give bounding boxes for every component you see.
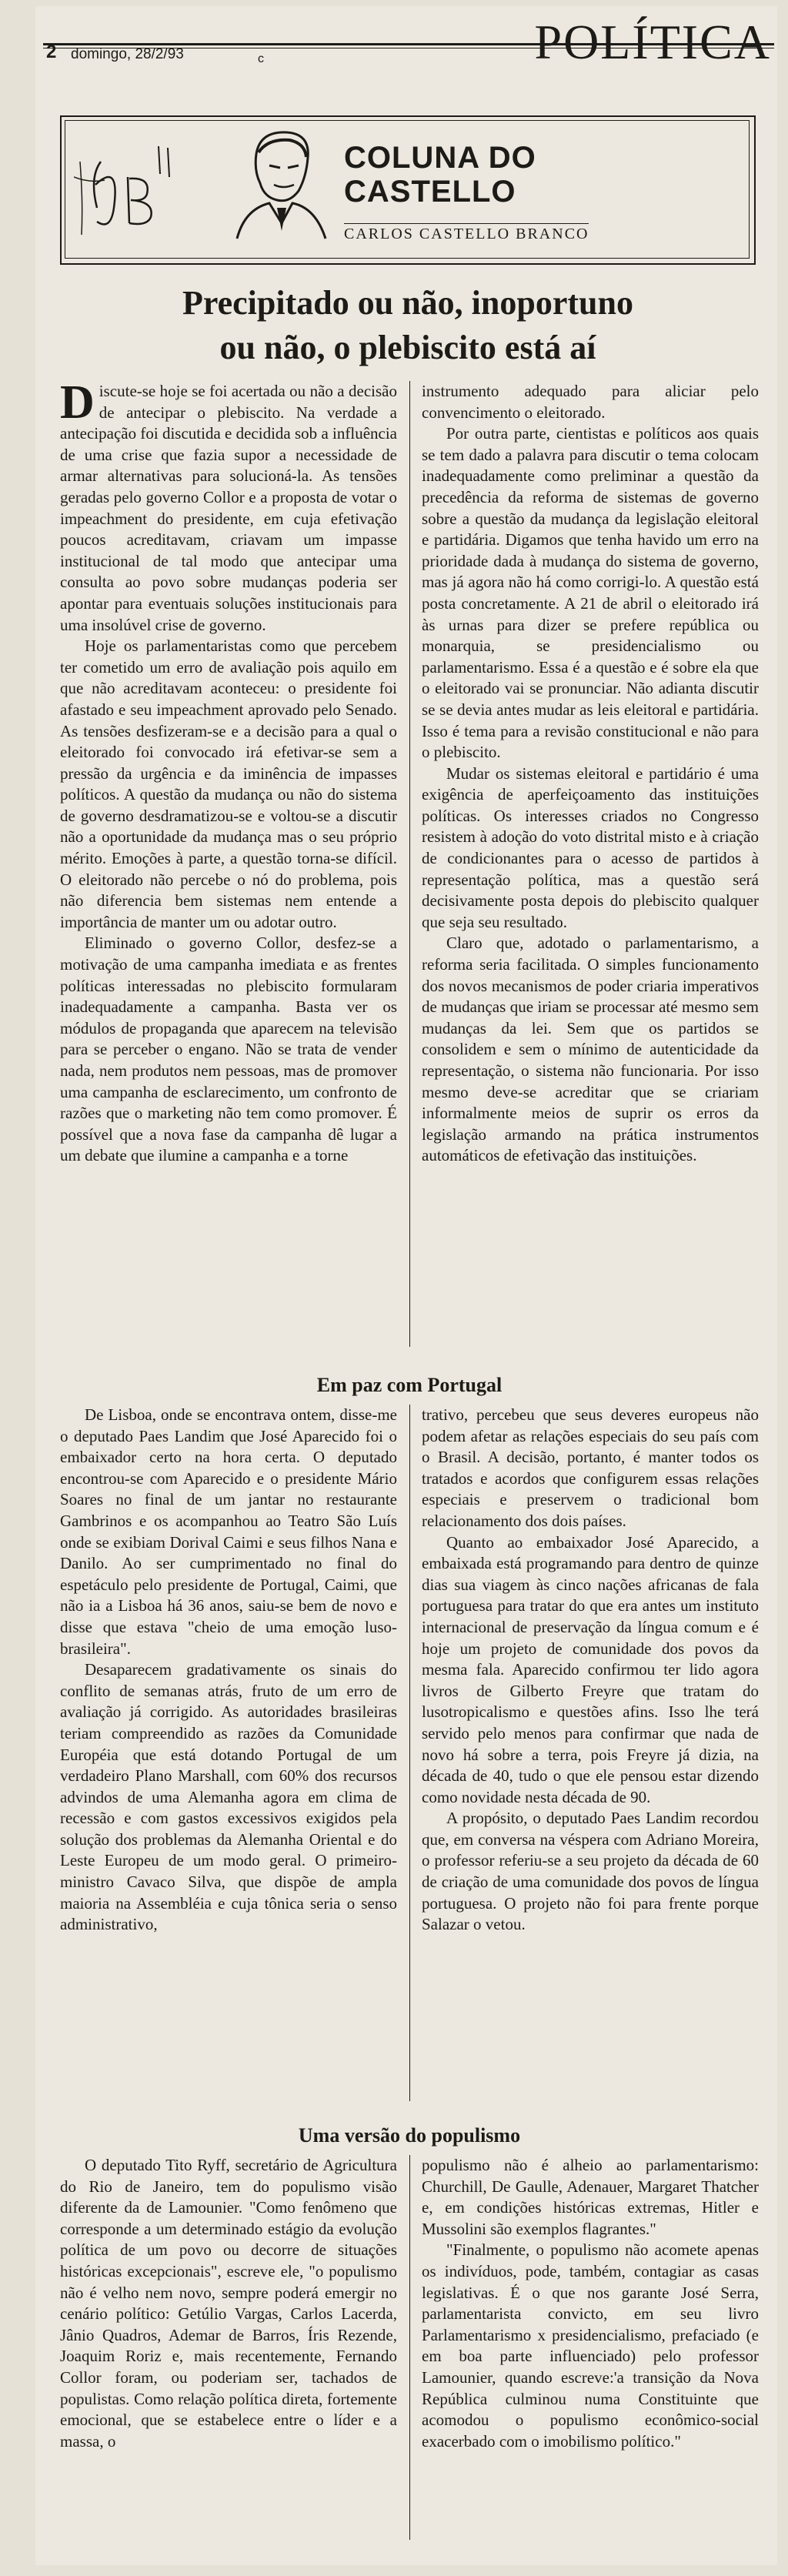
page-number: 2 — [46, 42, 57, 62]
headline — [92, 281, 723, 370]
column-divider — [409, 2155, 410, 2540]
column-title-line1: COLUNA DO — [344, 141, 536, 175]
headline-line1: Precipitado ou não, inoportuno — [182, 284, 633, 322]
article-column-left — [60, 376, 397, 1167]
article-paragraph: Hoje os parlamentaristas como que percebem ter cometido um erro de avaliação pois aquilo em que não acreditavam aconteceu: o presidente foi afastado e seu impeachment aprovado pelo Senado. As tensões desfizeram-se e a decisão para a qual o eleitorado foi convocado irá efetivar-se sem a pressão da urgência e da iminência de impasses políticos. A questão da mudança ou não do sistema de governo desdramatizou-se e voltou-se a discutir não a oportunidade da mudança mas o seu próprio mérito. Emoções à parte, a questão torna-se difícil. O eleitorado não percebe o nó do problema, pois não diferencia bem sistemas nem entende a importância de manter um ou adotar outro. — [60, 636, 397, 931]
article-paragraph: Quanto ao embaixador José Aparecido, a embaixada está programando para dentro de quinze dias sua viagem às cinco nações africanas de fala portuguesa para tratar do que era antes um instituto internacional de preservação da língua comum e é hoje um projeto de comunidade dos povos da mesma fala. Aparecido confirmou ter lido agora livros de Gilberto Freyre que tratam do lusotropicalismo e questões afins. Isso lhe terá servido pelo menos para confirmar que nada de novo há sobre a terra, pois Freyre já dizia, na década de 40, tudo o que ele pensou estar dizendo como novidade nesta década de 90. — [422, 1532, 759, 1806]
article-paragraph: Eliminado o governo Collor, desfez-se a motivação de uma campanha imediata e as frentes políticas interessadas no plebiscito formularam inadequadamente a campanha. Basta ver os módulos de propaganda que aparecem na televisão para se perceber o engano. Não se trata de vender nada, nem produtos nem pessoas, mas de promover uma campanha de esclarecimento, um confronto de razões que o marketing não tem como promover. É possível que a nova fase da campanha dê lugar a um debate que ilumine a campanha e a torne — [60, 934, 397, 1165]
populismo-column-right — [422, 2155, 759, 2452]
headline-line2: ou não, o plebiscito está aí — [219, 329, 596, 366]
article-paragraph-text: iscute-se hoje se foi acertada ou não a decisão de antecipar o plebiscito. Na verdade a antecipação foi discutida e decidida sob a influência de uma crise que fazia supor a necessidade de armar alternativas para solucioná-la. As tensões geradas pelo governo Collor e a proposta de votar o impeachment do presidente, em cuja efetivação poucos acreditavam, criavam um impasse institucional de tal modo que antecipar uma consulta ao povo sobre mudanças poderia ser apontar para eventuais soluções institucionais para uma insolúvel crise de governo. — [60, 382, 397, 634]
header-rule — [43, 43, 774, 45]
article-paragraph: O deputado Tito Ryff, secretário de Agricultura do Rio de Janeiro, tem do populismo visão diferente da de Lamounier. "Como fenômeno que corresponde a um determinado estágio da evolução política de um povo ou decorre de situações históricas excepcionais", escreve ele, "o populismo não é velho nem novo, sempre poderá emergir no cenário político: Getúlio Vargas, Carlos Lacerda, Jânio Quadros, Ademar de Barros, Íris Rezende, Joaquim Roriz e, mais recentemente, Fernando Collor foram, ou poderiam ser, tachados de populistas. Como relação política direta, fortemente emocional, que se estabelece entre o líder e a massa, o — [60, 2156, 397, 2451]
article-paragraph: populismo não é alheio ao parlamentarismo: Churchill, De Gaulle, Adenauer, Margaret Thatcher e, em condições históricas extremas, Hitler e Mussolini são exemplos flagrantes." — [422, 2156, 759, 2238]
article-paragraph: Mudar os sistemas eleitoral e partidário é uma exigência de aperfeiçoamento das instituições políticas. Os interesses criados no Congresso resistem à adoção do voto distrital misto e à criação de condicionantes para o acesso de partidos à representação política, mas a questão será decisivamente posta depois do plebiscito qualquer que seja seu resultado. — [422, 763, 759, 931]
dropcap: D — [60, 376, 95, 429]
article-paragraph: "Finalmente, o populismo não acomete apenas os indivíduos, pode, também, contagiar as casas legislativas. É o que nos garante José Serra, parlamentarista convicto, em seu livro Parlamentarismo x presidencialismo, prefaciado (e em boa parte influenciado) pelo professor Lamounier, quando escreve:'a transição da Nova República culminou numa Constituinte que acomodou o populismo econômico-social exacerbado com o imobilismo político." — [422, 2240, 759, 2451]
article-paragraph: Desaparecem gradativamente os sinais do conflito de semanas atrás, fruto de um erro de avaliação já corrigido. As autoridades brasileiras teriam compreendido as razões da Comunidade Européia que está dotando Portugal de um verdadeiro Plano Marshall, com 60% dos recursos advindos de uma Alemanha agora em clima de recessão e com gastos excessivos exigidos pela solução dos problemas da Alemanha Oriental e do Leste Europeu de um modo geral. O primeiro-ministro Cavaco Silva, que dispõe de ampla maioria na Assembléia e cuja tônica seria o senso administrativo, — [60, 1660, 397, 1934]
article-paragraph: De Lisboa, onde se encontrava ontem, disse-me o deputado Paes Landim que José Aparecido foi o embaixador certo na hora certa. O deputado encontrou-se com Aparecido e o presidente Mário Soares no final de um jantar no restaurante Gambrinos e os acompanhou ao Teatro São Luís onde se exibiam Dorival Caimi e seus filhos Nana e Danilo. Ao ser cumprimentado no final do espetáculo pelo presidente de Portugal, Caimi, que não ia a Lisboa há 36 anos, saiu-se bem de novo e disse que estava "cheio de uma emoção luso-brasileira". — [60, 1405, 397, 1658]
column-title — [344, 141, 536, 209]
article-column-right — [422, 381, 759, 1167]
handwritten-annotation — [74, 131, 220, 239]
portugal-column-left — [60, 1405, 397, 1936]
page-mark: c — [258, 52, 264, 65]
article-paragraph — [60, 376, 397, 636]
column-author: CARLOS CASTELLO BRANCO — [344, 223, 589, 243]
column-divider — [409, 381, 410, 1347]
article-paragraph: instrumento adequado para aliciar pelo convencimento o eleitorado. — [422, 382, 759, 422]
author-portrait-icon — [222, 123, 337, 246]
portugal-column-right — [422, 1405, 759, 1936]
article-paragraph: Por outra parte, cientistas e políticos aos quais se tem dado a palavra para discutir o tema colocam inadequadamente como preliminar a questão da precedência da reforma de sistemas de governo sobre a questão da mudança da legislação eleitoral e partidária. Digamos que tenha havido um erro na prioridade dada à mudança do sistema de governo, mas já agora não há como corrigi-lo. A questão está posta concretamente. A 21 de abril o eleitorado irá às urnas para dizer se prefere república ou monarquia, se presidencialismo ou parlamentarismo. Essa é a questão e é sobre ela que o eleitorado vai se pronunciar. Não adianta discutir se se devia antes mudar as leis eleitoral e partidária. Isso é tema para a revisão constitucional e não para o plebiscito. — [422, 424, 759, 762]
subheading-populismo: Uma versão do populismo — [298, 2124, 521, 2147]
article-paragraph: Claro que, adotado o parlamentarismo, a reforma seria facilitada. O simples funcionamento dos novos mecanismos de poder criaria imperativos de mudanças que iriam se processar até mesmo sem mudanças da lei. Sem que os partidos se consolidem e sem o mínimo de autenticidade da representação, o sistema não funcionaria. Por isso mesmo deve-se acreditar que se criariam informalmente meios de suprir os erros da legislação armando na prática instrumentos automáticos de efetivação das instituições. — [422, 934, 759, 1165]
subheading-portugal: Em paz com Portugal — [316, 1374, 503, 1396]
column-divider — [409, 1405, 410, 2101]
section-title: POLÍTICA — [534, 15, 771, 69]
column-title-line2: CASTELLO — [344, 175, 516, 209]
article-paragraph: trativo, percebeu que seus deveres europeus não podem afetar as relações especiais do seu país com o Brasil. A decisão, portanto, é manter todos os tratados e acordos que configurem essas relações especiais e preservem o tradicional bom relacionamento dos dois países. — [422, 1405, 759, 1530]
populismo-column-left — [60, 2155, 397, 2452]
page-date: domingo, 28/2/93 — [71, 46, 184, 62]
article-paragraph: A propósito, o deputado Paes Landim recordou que, em conversa na véspera com Adriano Moreira, o professor referiu-se a seu projeto da década de 60 de criação de uma comunidade dos povos de língua portuguesa. O projeto não foi para frente porque Salazar o vetou. — [422, 1809, 759, 1934]
